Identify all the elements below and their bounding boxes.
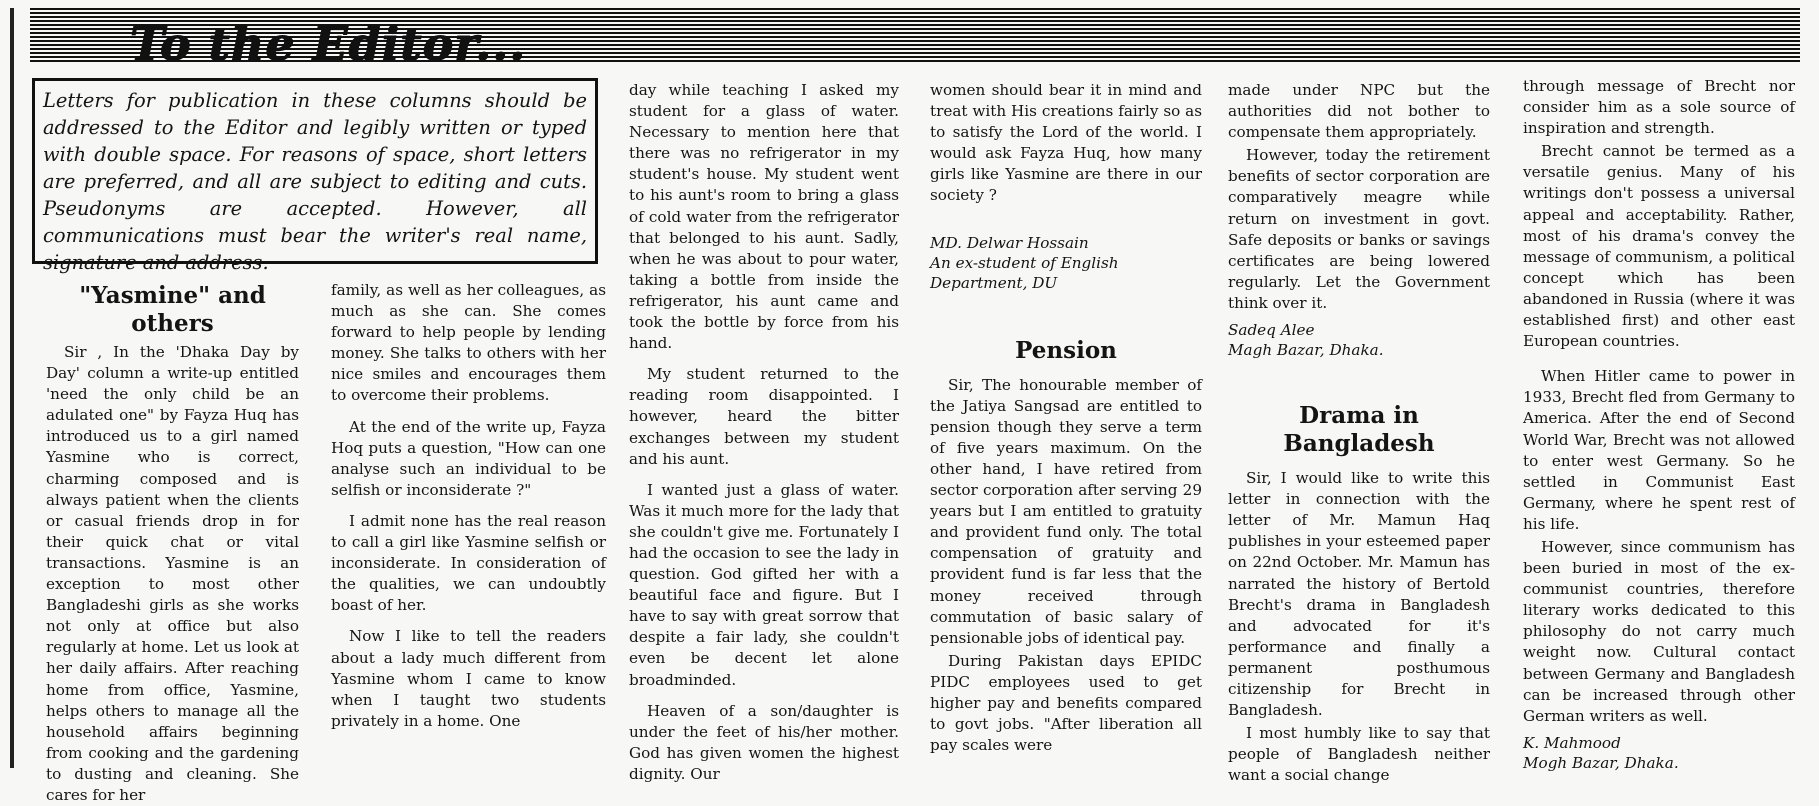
letter-pension-paragraph: Sir, The honourable member of the Jatiya Sangsad are entitled to pension though they serve a term of five years maximum. On the other hand, I have retired from sector corporation after serving 29 years but I am entitled to gratuity and provident fund only. The total compensation of gratuity and provident fund is far less that the money received through commutation of basic salary of pensionable jobs of identical pay. [930, 375, 1202, 647]
letter-pension-paragraph: However, today the retirement benefits of sector corporation are comparatively meagre while return on investment in govt. Safe deposits or banks or savings certificates are being lowered regularly. Let the Government think over it. [1228, 146, 1490, 312]
letter-yasmine-paragraph: day while teaching I asked my student for a glass of water. Necessary to mention here that there was no refrigerator in my student's house. My student went to his aunt's room to bring a glass of cold water from the refrigerator that belonged to his aunt. Sadly, when he was about to pour water, taking a bottle from inside the refrigerator, his aunt came and took the bottle by force from his hand. [629, 81, 899, 353]
letter-drama-signature-line: Mogh Bazar, Dhaka. [1523, 753, 1679, 772]
column-3 [629, 80, 899, 783]
letter-yasmine-paragraph: family, as well as her colleagues, as much as she can. She comes forward to help people by lending money. She talks to others with her nice smiles and encourages them to overcome their problems. [331, 281, 606, 405]
letter-pension-paragraph: During Pakistan days EPIDC PIDC employees used to get higher pay and benefits compared to govt jobs. "After liberation all pay scales were [930, 651, 1202, 755]
letter-headline-yasmine: "Yasmine" and others [79, 282, 266, 337]
letter-yasmine-paragraph: Now I like to tell the readers about a lady much different from Yasmine whom I came to know when I taught two students privately in a home. One [331, 627, 606, 730]
letter-yasmine-paragraph: women should bear it in mind and treat with His creations fairly so as to satisfy the Lord of the world. I would ask Fayza Huq, how many girls like Yasmine are there in our society ? [930, 81, 1202, 205]
column-5 [1228, 80, 1490, 785]
editorial-notice-box: Letters for publication in these columns should be addressed to the Editor and legibly written or typed with double space. For reasons of space, short letters are preferred, and all are subject to editing and cuts. Pseudonyms are accepted. However, all communications must bear the writer's real name, signature and address. [32, 78, 598, 264]
letter-headline-pension: Pension [1015, 336, 1117, 364]
letter-drama-paragraph: When Hitler came to power in 1933, Brecht fled from Germany to America. After the end of Second World War, Brecht was not allowed to enter west Germany. So he settled in Communist East Germany, where he spent rest of his life. [1523, 367, 1795, 533]
letter-drama-paragraph: I most humbly like to say that people of Bangladesh neither want a social change [1228, 724, 1490, 785]
letter-yasmine-paragraph: Sir , In the 'Dhaka Day by Day' column a write-up entitled 'need the only child be an adulated one" by Fayza Huq has introduced us to a girl named Yasmine who is correct, charming composed and is always patient when the clients or casual friends drop in for their quick chat or vital transactions. Yasmine is an exception to most other Bangladeshi girls as she works not only at office but also regularly at home. Let us look at her daily affairs. After reaching home from office, Yasmine, helps others to manage all the household affairs beginning from cooking and the gardening to dusting and cleaning. She cares for her [46, 343, 299, 804]
masthead-title: To the Editor... [130, 17, 527, 71]
letter-drama-paragraph: Brecht cannot be termed as a versatile genius. Many of his writings don't possess a universal appeal and acceptability. Rather, most of his drama's convey the message of communism, a political concept which has been abandoned in Russia (where it was established first) and other east European countries. [1523, 142, 1795, 351]
letter-drama-signature-name: K. Mahmood [1523, 733, 1621, 752]
letter-drama-paragraph: through message of Brecht nor consider him as a sole source of inspiration and strength. [1523, 77, 1795, 138]
letter-pension-paragraph: made under NPC but the authorities did not bother to compensate them appropriately. [1228, 81, 1490, 142]
letter-pension-signature-name: Sadeq Alee [1228, 321, 1315, 340]
column-2 [331, 280, 606, 764]
masthead-banner [30, 8, 1800, 71]
letter-pension-signature-line: Magh Bazar, Dhaka. [1228, 341, 1384, 360]
letter-headline-drama: Drama in Bangladesh [1283, 402, 1435, 458]
column-6 [1523, 76, 1795, 772]
letter-yasmine-paragraph: My student returned to the reading room disappointed. I however, heard the bitter exchanges between my student and his aunt. [629, 365, 899, 468]
left-column-rule [10, 8, 14, 768]
letter-drama-paragraph: However, since communism has been buried in most of the ex-communist countries, therefore literary works dedicated to this philosophy do not carry much weight now. Cultural contact between Germany and Bangladesh can be increased through other German writers as well. [1523, 537, 1795, 725]
letter-yasmine-signature-line: Department, DU [930, 273, 1058, 292]
letter-yasmine-signature-name: MD. Delwar Hossain [930, 233, 1089, 252]
letter-yasmine-paragraph: Heaven of a son/daughter is under the feet of his/her mother. God has given women the highest dignity. Our [629, 701, 899, 783]
column-4 [930, 80, 1202, 764]
letter-drama-paragraph: Sir, I would like to write this letter in connection with the letter of Mr. Mamun Haq publishes in your esteemed paper on 22nd October. Mr. Mamun has narrated the history of Bertold Brecht's drama in Bangladesh and advocated for it's performance and finally a permanent posthumous citizenship for Brecht in Bangladesh. [1228, 469, 1490, 720]
column-1 [46, 282, 299, 804]
letter-yasmine-paragraph: I wanted just a glass of water. Was it much more for the lady that she couldn't give me. Fortunately I had the occasion to see the lady in question. God gifted her with a beautiful face and figure. But I have to say with great sorrow that despite a fair lady, she couldn't even be decent let alone broadminded. [629, 480, 899, 689]
letter-yasmine-paragraph: I admit none has the real reason to call a girl like Yasmine selfish or inconsiderate. In consideration of the qualities, we can undoubtly boast of her. [331, 511, 606, 615]
letter-yasmine-signature-line: An ex-student of English [930, 253, 1119, 272]
letter-yasmine-paragraph: At the end of the write up, Fayza Hoq puts a question, "How can one analyse such an individual to be selfish or inconsiderate ?" [331, 417, 606, 499]
